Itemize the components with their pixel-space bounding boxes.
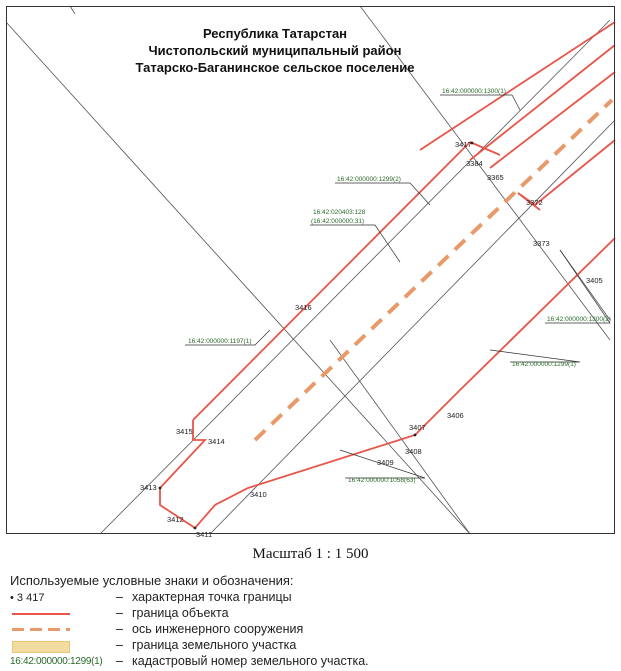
cadastral-label: 16:42:000000:1058(63) bbox=[348, 477, 416, 484]
legend-label: граница объекта bbox=[132, 606, 229, 620]
point-label: 3410 bbox=[250, 490, 267, 499]
map-title-line-3: Татарско-Баганинское сельское поселение bbox=[135, 60, 415, 75]
legend-row-point bbox=[10, 590, 610, 606]
cadastral-label: 16:42:020403:128 bbox=[313, 209, 366, 216]
point-label: 3408 bbox=[405, 447, 422, 456]
point-label: 3406 bbox=[447, 411, 464, 420]
legend-title: Используемые условные знаки и обозначения: bbox=[10, 573, 294, 588]
legend-row-plot-border bbox=[10, 638, 610, 654]
legend-row-cadastral bbox=[10, 654, 610, 670]
point-label: 3373 bbox=[533, 239, 550, 248]
legend-label: граница земельного участка bbox=[132, 638, 297, 652]
point-label: 3365 bbox=[487, 173, 504, 182]
cadastral-label: 16:42:000000:1299(2) bbox=[337, 176, 401, 183]
point-label: 3415 bbox=[176, 427, 193, 436]
legend-point-symbol: • 3 417 bbox=[10, 592, 45, 604]
legend-plot-border-symbol bbox=[10, 638, 90, 654]
legend-row-axis bbox=[10, 622, 610, 638]
point-label: 3414 bbox=[208, 437, 225, 446]
legend-dash: – bbox=[116, 622, 123, 636]
point-label: 3409 bbox=[377, 458, 394, 467]
legend-dash: – bbox=[116, 590, 123, 604]
cadastral-label: 16:42:000000:1300(2) bbox=[547, 316, 611, 323]
legend-label: кадастровый номер земельного участка. bbox=[132, 654, 369, 668]
point-label: 3417 bbox=[455, 140, 472, 149]
point-label: 3405 bbox=[586, 276, 603, 285]
legend-cadastral-symbol: 16:42:000000:1299(1) bbox=[10, 656, 103, 667]
point-label: 3413 bbox=[140, 483, 157, 492]
legend-dash: – bbox=[116, 606, 123, 620]
point-label: 3372 bbox=[526, 198, 543, 207]
legend-label: характерная точка границы bbox=[132, 590, 292, 604]
point-label: 3384 bbox=[466, 159, 483, 168]
legend-dash: – bbox=[116, 638, 123, 652]
cadastral-label: 16:42:000000:1300(1) bbox=[442, 88, 506, 95]
legend-dash: – bbox=[116, 654, 123, 668]
cadastral-label: 16:42:000000:1197(1) bbox=[188, 338, 252, 345]
map-title-line-1: Республика Татарстан bbox=[202, 26, 348, 41]
map-title-line-2: Чистопольский муниципальный район bbox=[148, 43, 402, 58]
legend-row-object-border bbox=[10, 606, 610, 622]
point-label: 3407 bbox=[409, 423, 426, 432]
map-frame bbox=[6, 6, 615, 534]
legend-object-border-symbol bbox=[10, 606, 90, 622]
point-label: 3412 bbox=[167, 515, 184, 524]
point-label: 3416 bbox=[295, 303, 312, 312]
legend-label: ось инженерного сооружения bbox=[132, 622, 304, 636]
cadastral-label: 16:42:000000:1299(1) bbox=[512, 361, 576, 368]
cadastral-label: (16:42:000000:31) bbox=[311, 218, 365, 225]
legend-axis-symbol bbox=[10, 622, 90, 638]
point-label: 3411 bbox=[196, 530, 213, 539]
map-scale: Масштаб 1 : 1 500 bbox=[252, 546, 369, 562]
